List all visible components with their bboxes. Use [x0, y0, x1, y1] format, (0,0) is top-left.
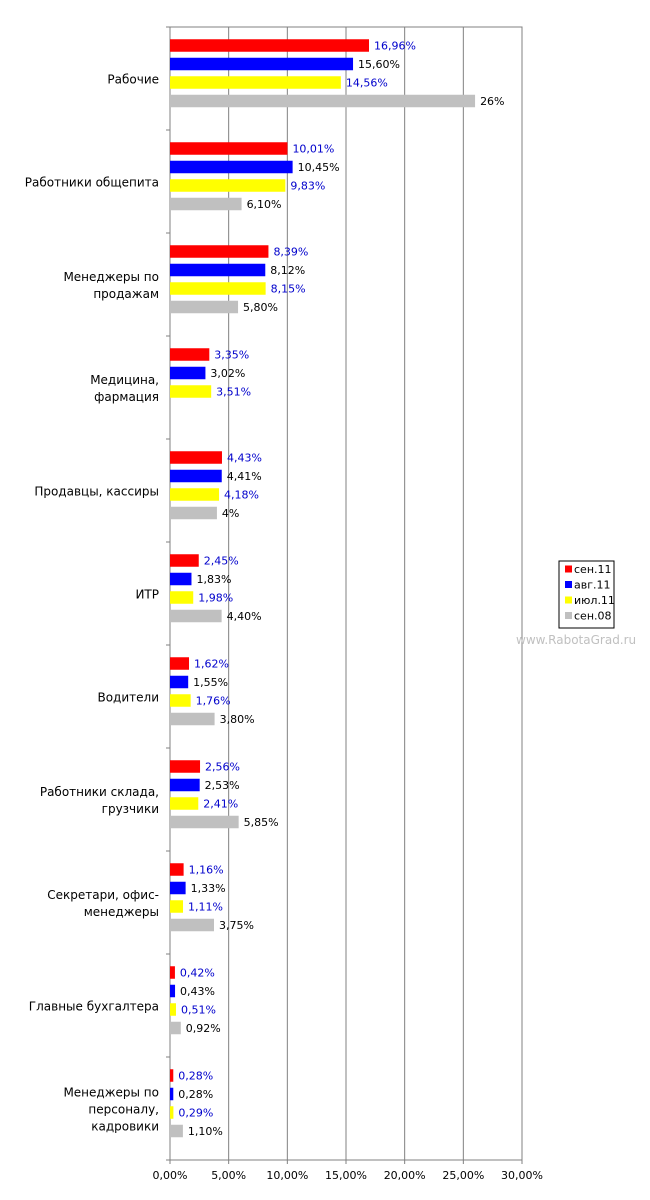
- data-label: 4,40%: [226, 610, 262, 623]
- bar-авг.11: [170, 1088, 173, 1101]
- bar-авг.11: [170, 882, 186, 895]
- data-label: 1,33%: [190, 882, 226, 895]
- bar-сен.11: [170, 966, 175, 979]
- bar-авг.11: [170, 676, 188, 689]
- bar-июл.11: [170, 900, 183, 913]
- data-label: 1,76%: [195, 694, 231, 708]
- data-label: 10,45%: [297, 161, 340, 174]
- category-label: Работники общепита: [24, 175, 159, 190]
- bar-сен.08: [170, 816, 239, 829]
- data-label: 4%: [221, 507, 240, 520]
- x-tick-label: 0,00%: [152, 1169, 188, 1182]
- data-label: 3,51%: [216, 385, 252, 399]
- data-label: 26%: [480, 95, 505, 108]
- data-label: 3,80%: [219, 713, 255, 726]
- category-label: Рабочие: [107, 72, 159, 87]
- data-label: 0,29%: [178, 1106, 214, 1120]
- bar-авг.11: [170, 367, 205, 380]
- bar-авг.11: [170, 264, 265, 277]
- legend-label: сен.08: [574, 609, 612, 623]
- x-tick-label: 30,00%: [501, 1169, 543, 1182]
- data-label: 14,56%: [345, 76, 388, 90]
- legend-label: июл.11: [574, 594, 615, 607]
- category-label: ИТР: [135, 587, 159, 602]
- data-label: 8,15%: [270, 282, 306, 296]
- watermark: www.RabotaGrad.ru: [516, 633, 637, 647]
- bar-авг.11: [170, 58, 353, 71]
- bar-авг.11: [170, 161, 293, 174]
- data-label: 8,12%: [270, 264, 306, 277]
- bar-июл.11: [170, 488, 219, 501]
- x-tick-label: 25,00%: [442, 1169, 485, 1182]
- legend-swatch: [565, 581, 572, 588]
- bar-сен.11: [170, 142, 287, 155]
- data-label: 6,10%: [246, 198, 282, 211]
- category-label: Работники склада,: [39, 785, 159, 799]
- data-label: 5,85%: [243, 816, 279, 829]
- category-label: продажам: [93, 287, 159, 301]
- category-label: кадровики: [91, 1119, 159, 1134]
- category-label: Секретари, офис-: [47, 888, 159, 902]
- bar-сен.08: [170, 610, 222, 623]
- category-label: менеджеры: [83, 905, 159, 919]
- legend-swatch: [565, 566, 572, 573]
- data-label: 2,41%: [203, 797, 239, 811]
- bar-сен.11: [170, 1069, 173, 1082]
- bar-сен.08: [170, 95, 475, 108]
- legend-label: сен.11: [574, 563, 612, 576]
- bar-июл.11: [170, 1106, 173, 1119]
- category-label: Менеджеры по: [63, 1085, 159, 1100]
- bar-июл.11: [170, 282, 266, 295]
- category-label: Продавцы, кассиры: [34, 484, 159, 499]
- bar-июл.11: [170, 385, 211, 398]
- category-label: фармация: [94, 390, 159, 404]
- bar-июл.11: [170, 694, 191, 707]
- bar-сен.08: [170, 198, 242, 211]
- data-label: 3,02%: [210, 367, 246, 380]
- data-label: 1,10%: [187, 1125, 223, 1138]
- data-label: 1,16%: [188, 863, 224, 877]
- data-label: 2,53%: [204, 779, 240, 792]
- x-tick-label: 10,00%: [266, 1169, 309, 1182]
- data-label: 0,42%: [179, 966, 215, 980]
- category-label: Водители: [97, 690, 159, 705]
- x-tick-label: 20,00%: [383, 1169, 426, 1182]
- bar-июл.11: [170, 179, 285, 192]
- data-label: 16,96%: [373, 39, 416, 53]
- data-label: 4,41%: [226, 470, 262, 483]
- data-label: 9,83%: [290, 179, 326, 193]
- bar-авг.11: [170, 573, 191, 586]
- bar-авг.11: [170, 470, 222, 483]
- bar-июл.11: [170, 591, 193, 604]
- category-label: грузчики: [101, 802, 159, 816]
- x-tick-label: 5,00%: [211, 1169, 247, 1182]
- bar-сен.08: [170, 713, 215, 726]
- bar-сен.08: [170, 507, 217, 520]
- category-label: Главные бухгалтера: [28, 999, 159, 1014]
- data-label: 0,28%: [178, 1069, 214, 1083]
- bar-сен.11: [170, 451, 222, 464]
- bar-сен.11: [170, 863, 184, 876]
- bar-сен.11: [170, 657, 189, 670]
- legend-label: авг.11: [574, 578, 611, 592]
- bar-сен.11: [170, 245, 268, 258]
- category-label: персоналу,: [88, 1102, 159, 1117]
- data-label: 4,43%: [226, 451, 262, 465]
- bar-авг.11: [170, 779, 200, 792]
- data-label: 4,18%: [224, 488, 259, 502]
- bar-сен.08: [170, 919, 214, 932]
- data-label: 15,60%: [358, 58, 400, 71]
- data-label: 10,01%: [292, 142, 335, 156]
- bar-сен.11: [170, 760, 200, 773]
- legend-swatch: [565, 597, 572, 604]
- bar-авг.11: [170, 985, 175, 998]
- legend: [559, 561, 615, 628]
- bar-сен.11: [170, 39, 369, 52]
- data-label: 0,51%: [180, 1003, 216, 1017]
- category-label: Медицина,: [90, 373, 159, 387]
- bar-сен.08: [170, 301, 238, 314]
- bar-июл.11: [170, 1003, 176, 1016]
- data-label: 1,55%: [193, 676, 229, 689]
- data-label: 1,83%: [196, 573, 232, 586]
- data-label: 2,56%: [205, 760, 240, 774]
- data-label: 8,39%: [273, 245, 309, 259]
- data-label: 3,75%: [219, 919, 254, 932]
- data-label: 3,35%: [214, 348, 250, 362]
- legend-swatch: [565, 612, 572, 619]
- data-label: 1,98%: [198, 591, 234, 605]
- data-label: 0,43%: [180, 985, 215, 998]
- data-label: 0,28%: [178, 1088, 214, 1101]
- category-label: Менеджеры по: [63, 270, 159, 284]
- data-label: 1,62%: [194, 657, 229, 671]
- bar-сен.08: [170, 1022, 181, 1035]
- data-label: 5,80%: [243, 301, 279, 314]
- bar-сен.11: [170, 348, 209, 361]
- bar-июл.11: [170, 797, 198, 810]
- x-tick-label: 15,00%: [325, 1169, 367, 1182]
- bar-сен.08: [170, 1125, 183, 1138]
- data-label: 1,11%: [188, 900, 223, 914]
- bar-сен.11: [170, 554, 199, 567]
- data-label: 0,92%: [185, 1022, 221, 1035]
- data-label: 2,45%: [203, 554, 239, 568]
- bar-июл.11: [170, 76, 341, 89]
